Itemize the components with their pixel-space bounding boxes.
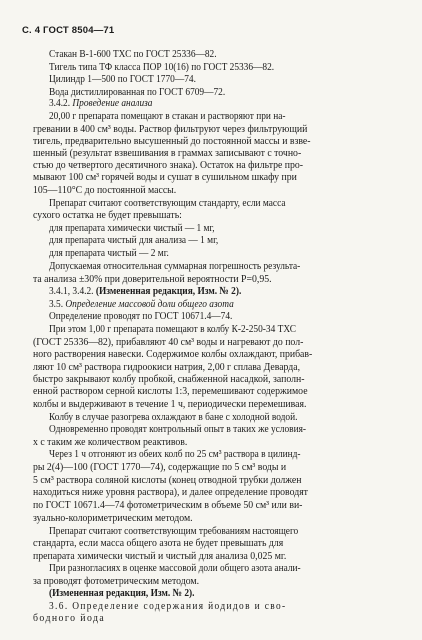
page-header: С. 4 ГОСТ 8504—71 — [22, 25, 115, 36]
text-line: Допускаемая относительная суммарная погрешность результа- — [49, 259, 301, 272]
text-line: 3.5. Определение массовой доли общего азота — [49, 297, 234, 310]
text-line: Тигель типа ТФ класса ПОР 10(16) по ГОСТ 25336—82. — [49, 61, 275, 73]
text-line: (Измененная редакция, Изм. № 2). — [49, 586, 195, 599]
text-line: Препарат считают соответствующим стандарту, если масса — [49, 197, 286, 210]
text-line: колбы и выдерживают в течение 1 ч, периодически перемешивая. — [33, 398, 307, 411]
text-line: Через 1 ч отгоняют из обеих колб по 25 см³ раствора в цилинд- — [49, 448, 301, 461]
text-line: Препарат считают соответствующим требованиям настоящего — [49, 524, 299, 537]
text-line: Одновременно проводят контрольный опыт в таких же условия- — [49, 423, 307, 436]
text-line: (ГОСТ 25336—82), прибавляют 40 см³ воды и нагревают до пол- — [33, 335, 304, 348]
text-line: шенный (результат взвешивания в граммах записывают с точно- — [33, 146, 302, 159]
text-line: ры 2(4)—100 (ГОСТ 1770—74), содержащие по 5 см³ воды и — [33, 461, 287, 474]
text-line: гревании в 400 см³ воды. Раствор фильтруют через фильтрующий — [33, 122, 308, 135]
text-line: Цилиндр 1—500 по ГОСТ 1770—74. — [49, 73, 196, 86]
text-line: тигель, предварительно высушенный до постоянной массы и взве- — [33, 134, 311, 147]
text-line: быстро закрывают колбу пробкой, снабженной насадкой, заполн- — [33, 372, 305, 385]
text-line: сухого остатка не будет превышать: — [33, 209, 182, 222]
text-line: для препарата химически чистый — 1 мг, — [49, 222, 215, 235]
text-line: 3.6. Определение содержания йодидов и сво- — [49, 599, 287, 612]
text-line: по ГОСТ 10671.4—74 фотометрическим в объеме 50 см³ или ви- — [33, 499, 303, 512]
text-line: 20,00 г препарата помещают в стакан и растворяют при на- — [49, 110, 286, 123]
text-line: та анализа ±30% при доверительной вероятности P=0,95. — [33, 272, 272, 285]
text-line: При разногласиях в оценке массовой доли общего азота анали- — [49, 561, 301, 574]
text-line: мывают 100 см³ горячей воды и сушат в сушильном шкафу при — [33, 171, 297, 184]
text-line: препарата химически чистый и чистый для анализа 0,025 мг. — [33, 549, 287, 562]
text-line: ляют 10 см³ раствора гидроокиси натрия, 2,00 г сплава Деварда, — [33, 360, 301, 373]
text-line: ного растворения навески. Содержимое колбы охлаждают, прибав- — [33, 347, 313, 360]
text-line: 3.4.2. Проведение анализа — [49, 97, 153, 110]
text-line: за проводят фотометрическим методом. — [33, 574, 200, 587]
text-line: зуально-колориметрическим методом. — [33, 511, 193, 524]
text-line: для препарата чистый — 2 мг. — [49, 247, 169, 260]
text-line: Колбу в случае разогрева охлаждают в бане с холодной водой. — [49, 411, 298, 423]
text-line: енной раствором серной кислоты 1:3, перемешивают содержимое — [33, 385, 308, 398]
text-line: бодного йода — [33, 612, 106, 624]
text-line: 105—110°С до постоянной массы. — [33, 184, 177, 197]
text-line: для препарата чистый для анализа — 1 мг, — [49, 234, 219, 247]
text-line: 5 см³ раствора соляной кислоты (конец отводной трубки должен — [33, 474, 302, 487]
text-line: х с таким же количеством реактивов. — [33, 436, 188, 449]
text-line: Вода дистиллированная по ГОСТ 6709—72. — [49, 86, 226, 99]
text-line: При этом 1,00 г препарата помещают в колбу К-2-250-34 ТХС — [49, 322, 297, 335]
text-line: Определение проводят по ГОСТ 10671.4—74. — [49, 309, 233, 322]
text-line: 3.4.1, 3.4.2. (Измененная редакция, Изм. № 2). — [49, 284, 242, 297]
text-line: стандарта, если масса общего азота не будет превышать для — [33, 536, 284, 549]
text-line: стью до четвертого десятичного знака). Остаток на фильтре про- — [33, 159, 304, 171]
text-line: Стакан В-1-600 ТХС по ГОСТ 25336—82. — [49, 48, 217, 60]
text-line: находиться ниже уровня раствора), и далее определение проводят — [33, 486, 308, 499]
